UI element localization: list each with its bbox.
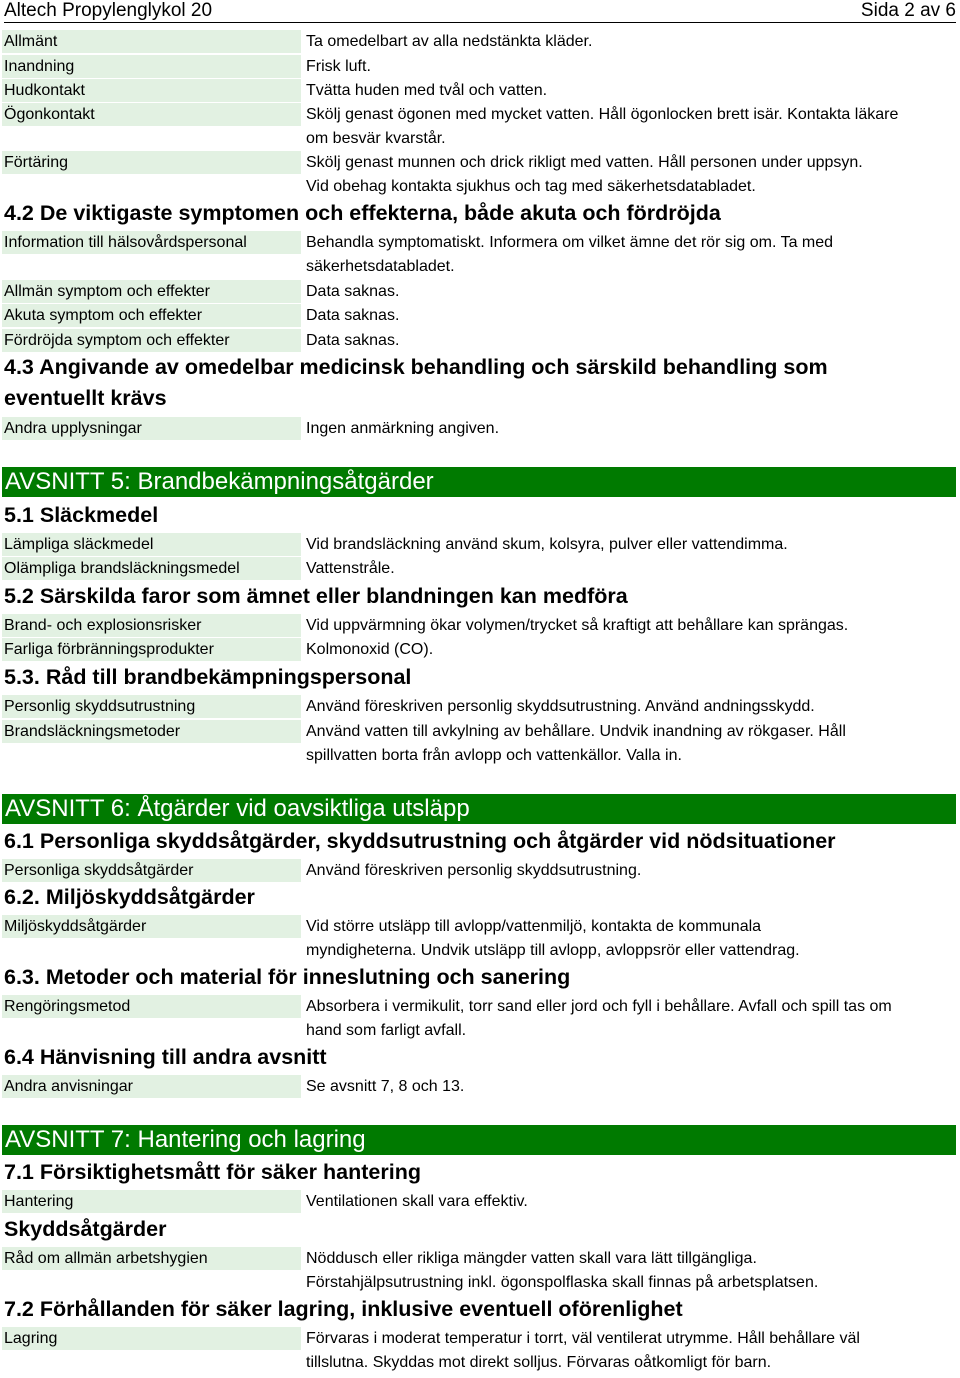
field-value: Kolmonoxid (CO). (306, 641, 434, 658)
field-value: Använd föreskriven personlig skyddsutrustning. (306, 862, 642, 879)
section-heading: 6.4 Hänvisning till andra avsnitt (4, 1045, 327, 1069)
field-value: Vid större utsläpp till avlopp/vattenmiljö, kontakta de kommunala myndigheterna. Undvik utsläpp till avlopp, avloppsrör eller vattendrag. (306, 918, 800, 959)
field-value: Vid uppvärmning ökar volymen/trycket så kraftigt att behållare kan sprängas. (306, 617, 849, 634)
section-banner: AVSNITT 5: Brandbekämpningsåtgärder (2, 467, 956, 497)
field-label: Ögonkontakt (2, 103, 301, 126)
section-heading: 5.3. Råd till brandbekämpningspersonal (4, 665, 412, 689)
section-heading: 7.1 Försiktighetsmått för säker hantering (4, 1160, 421, 1184)
field-label: Allmänt (2, 30, 301, 53)
field-label: Inandning (2, 55, 301, 78)
section-heading: 5.1 Släckmedel (4, 503, 159, 527)
field-value: Absorbera i vermikulit, torr sand eller jord och fyll i behållare. Avfall och spill tas om hand som farligt avfall. (306, 998, 892, 1039)
field-label: Miljöskyddsåtgärder (2, 915, 301, 938)
field-value: Ingen anmärkning angiven. (306, 420, 500, 437)
field-label: Akuta symptom och effekter (2, 304, 301, 327)
field-label: Rengöringsmetod (2, 995, 301, 1018)
field-label: Lämpliga släckmedel (2, 533, 301, 556)
field-value: Förvaras i moderat temperatur i torrt, väl ventilerat utrymme. Håll behållare väl tillslutna. Skyddas mot direkt solljus. Förvaras oåtkomligt för barn. (306, 1330, 860, 1371)
field-value: Tvätta huden med tvål och vatten. (306, 82, 548, 99)
field-label: Farliga förbränningsprodukter (2, 638, 301, 661)
field-value: Ventilationen skall vara effektiv. (306, 1193, 528, 1210)
field-value: Data saknas. (306, 332, 400, 349)
field-label: Personlig skyddsutrustning (2, 695, 301, 718)
page-header (4, 0, 956, 23)
section-heading: Skyddsåtgärder (4, 1217, 167, 1241)
field-label: Information till hälsovårdspersonal (2, 231, 301, 254)
field-label: Hantering (2, 1190, 301, 1213)
field-value: Frisk luft. (306, 58, 371, 75)
field-label: Brand- och explosionsrisker (2, 614, 301, 637)
section-heading: 4.2 De viktigaste symptomen och effekterna, både akuta och fördröjda (4, 201, 721, 225)
field-value: Ta omedelbart av alla nedstänkta kläder. (306, 33, 593, 50)
field-value: Använd föreskriven personlig skyddsutrustning. Använd andningsskydd. (306, 698, 815, 715)
field-label: Lagring (2, 1327, 301, 1350)
field-label: Råd om allmän arbetshygien (2, 1247, 301, 1270)
field-value: Behandla symptomatiskt. Informera om vilket ämne det rör sig om. Ta med säkerhetsdatabladet. (306, 234, 834, 275)
section-heading: 6.1 Personliga skyddsåtgärder, skyddsutrustning och åtgärder vid nödsituationer (4, 829, 836, 853)
field-value: Använd vatten till avkylning av behållare. Undvik inandning av rökgaser. Håll spillvatten borta från avlopp och vattenkällor. Valla in. (306, 723, 846, 764)
section-heading: 6.3. Metoder och material för inneslutning och sanering (4, 965, 571, 989)
field-label: Förtäring (2, 151, 301, 174)
section-banner: AVSNITT 6: Åtgärder vid oavsiktliga utsläpp (2, 794, 956, 824)
section-heading: 4.3 Angivande av omedelbar medicinsk behandling och särskild behandling som eventuellt krävs (4, 355, 828, 410)
field-label: Personliga skyddsåtgärder (2, 859, 301, 882)
section-banner: AVSNITT 7: Hantering och lagring (2, 1125, 956, 1155)
field-label: Hudkontakt (2, 79, 301, 102)
field-label: Fördröjda symptom och effekter (2, 329, 301, 352)
field-value: Skölj genast ögonen med mycket vatten. Håll ögonlocken brett isär. Kontakta läkare om besvär kvarstår. (306, 106, 899, 147)
field-value: Nöddusch eller rikliga mängder vatten skall vara lätt tillgängliga. Förstahjälpsutrustning inkl. ögonspolflaska skall finnas på arbetsplatsen. (306, 1250, 819, 1291)
section-heading: 5.2 Särskilda faror som ämnet eller blandningen kan medföra (4, 584, 628, 608)
field-value: Se avsnitt 7, 8 och 13. (306, 1078, 465, 1095)
field-label: Allmän symptom och effekter (2, 280, 301, 303)
field-label: Andra upplysningar (2, 417, 301, 440)
section-heading: 6.2. Miljöskyddsåtgärder (4, 885, 255, 909)
document-title: Altech Propylenglykol 20 (4, 0, 213, 21)
field-value: Data saknas. (306, 307, 400, 324)
field-value: Vattenstråle. (306, 560, 395, 577)
field-value: Data saknas. (306, 283, 400, 300)
field-value: Skölj genast munnen och drick rikligt med vatten. Håll personen under uppsyn. Vid obehag kontakta sjukhus och tag med säkerhetsdatabladet. (306, 154, 863, 195)
field-label: Brandsläckningsmetoder (2, 720, 301, 743)
field-value: Vid brandsläckning använd skum, kolsyra, pulver eller vattendimma. (306, 536, 788, 553)
field-label: Andra anvisningar (2, 1075, 301, 1098)
page-number: Sida 2 av 6 (860, 0, 956, 21)
field-label: Olämpliga brandsläckningsmedel (2, 557, 301, 580)
section-heading: 7.2 Förhållanden för säker lagring, inklusive eventuell oförenlighet (4, 1297, 683, 1321)
